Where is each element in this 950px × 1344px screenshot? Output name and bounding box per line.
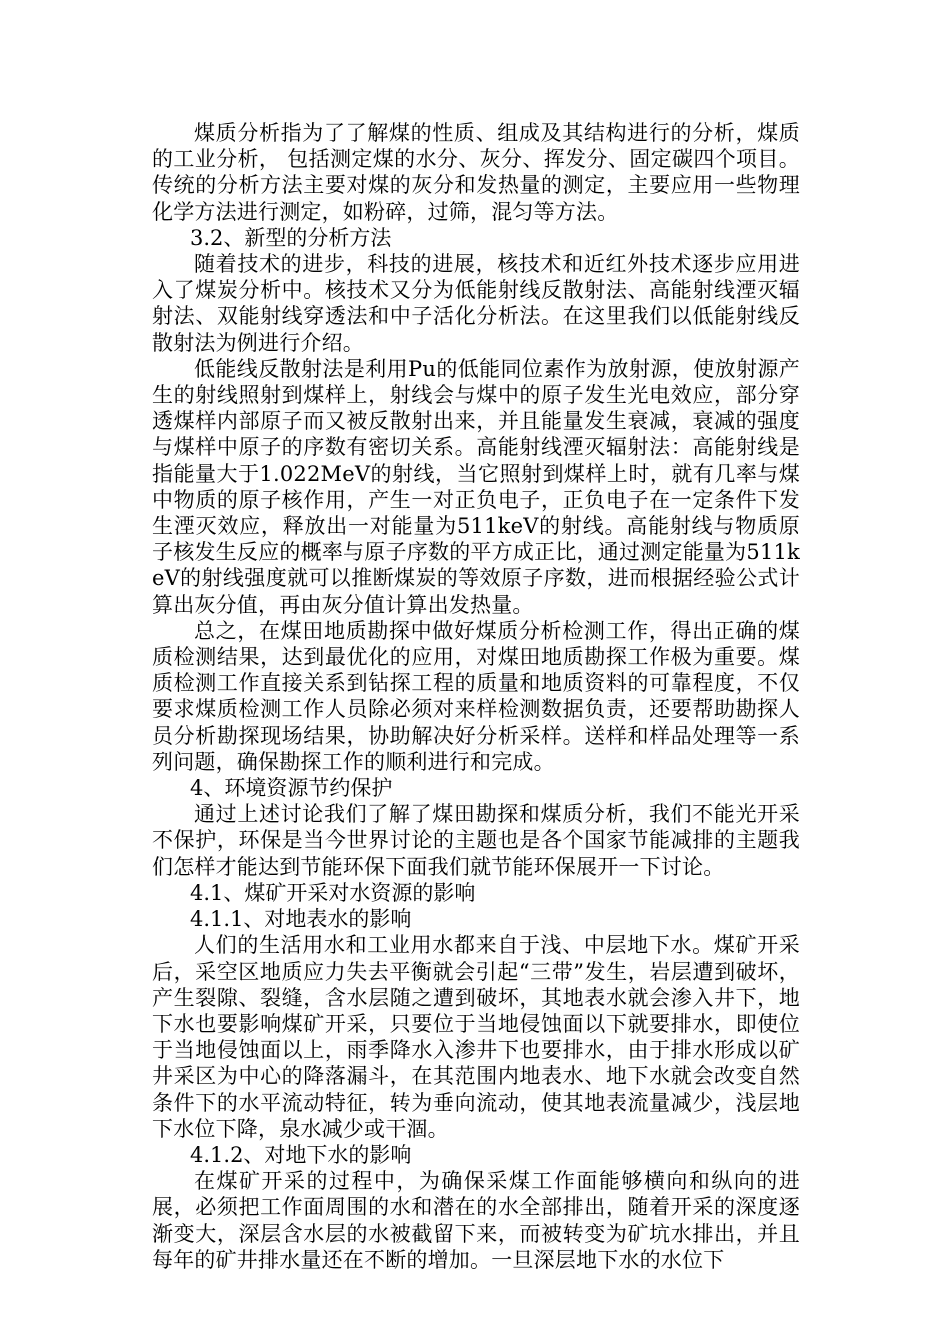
paragraph-summary: 总之，在煤田地质勘探中做好煤质分析检测工作，得出正确的煤质检测结果，达到最优化的应用，对煤田地质勘探工作极为重要。煤质检测工作直接关系到钻探工程的质量和地质资料的可靠程度，不仅要求煤质检测工作人员除必须对来样检测数据负责，还要帮助勘探人员分析勘探现场结果，协助解决好分析采样。送样和样品处理等一系列问题，确保勘探工作的顺利进行和完成。 xyxy=(152,618,800,774)
paragraph-coal-analysis-intro: 煤质分析指为了了解煤的性质、组成及其结构进行的分析，煤质的工业分析， 包括测定煤的水分、灰分、挥发分、固定碳四个项目。传统的分析方法主要对煤的灰分和发热量的测定，主要应用一些物理化学方法进行测定，如粉碎，过筛，混匀等方法。 xyxy=(152,121,800,224)
heading-4-1: 4.1、煤矿开采对水资源的影响 xyxy=(190,880,476,905)
heading-4-1-2: 4.1.2、对地下水的影响 xyxy=(190,1142,412,1167)
paragraph-groundwater: 在煤矿开采的过程中，为确保采煤工作面能够横向和纵向的进展，必须把工作面周围的水和潜在的水全部排出，随着开采的深度逐渐变大，深层含水层的水被截留下来，而被转变为矿坑水排出，并且每年的矿井排水量还在不断的增加。一旦深层地下水的水位下 xyxy=(152,1169,800,1272)
heading-4: 4、环境资源节约保护 xyxy=(190,776,393,801)
paragraph-low-energy-backscatter: 低能线反散射法是利用Pu的低能同位素作为放射源，使放射源产生的射线照射到煤样上，射线会与煤中的原子发生光电效应，部分穿透煤样内部原子而又被反散射出来，并且能量发生衰减，衰减的强度与煤样中原子的序数有密切关系。高能射线湮灭辐射法：高能射线是指能量大于1.022MeV的射线，当它照射到煤样上时，就有几率与煤中物质的原子核作用，产生一对正负电子，正负电子在一定条件下发生湮灭效应，释放出一对能量为511keV的射线。高能射线与物质原子核发生反应的概率与原子序数的平方成正比，通过测定能量为511keV的射线强度就可以推断煤炭的等效原子序数，进而根据经验公式计算出灰分值，再由灰分值计算出发热量。 xyxy=(152,356,800,617)
paragraph-surface-water: 人们的生活用水和工业用水都来自于浅、中层地下水。煤矿开采后，采空区地质应力失去平衡就会引起“三带”发生，岩层遭到破坏，产生裂隙、裂缝，含水层随之遭到破坏，其地表水就会渗入井下，地下水也要影响煤矿开采，只要位于当地侵蚀面以下就要排水，即使位于当地侵蚀面以上，雨季降水入渗井下也要排水，由于排水形成以矿井采区为中心的降落漏斗，在其范围内地表水、地下水就会改变自然条件下的水平流动特征，转为垂向流动，使其地表流量减少，浅层地下水位下降，泉水减少或干涸。 xyxy=(152,933,800,1141)
heading-3-2: 3.2、新型的分析方法 xyxy=(190,225,392,250)
paragraph-new-methods: 随着技术的进步，科技的进展，核技术和近红外技术逐步应用进入了煤炭分析中。核技术又分为低能射线反散射法、高能射线湮灭辐射法、双能射线穿透法和中子活化分析法。在这里我们以低能射线反散射法为例进行介绍。 xyxy=(152,252,800,355)
heading-4-1-1: 4.1.1、对地表水的影响 xyxy=(190,907,412,932)
document-page xyxy=(152,120,800,1273)
paragraph-environment-intro: 通过上述讨论我们了解了煤田勘探和煤质分析，我们不能光开采不保护，环保是当今世界讨论的主题也是各个国家节能减排的主题我们怎样才能达到节能环保下面我们就节能环保展开一下讨论。 xyxy=(152,802,800,879)
